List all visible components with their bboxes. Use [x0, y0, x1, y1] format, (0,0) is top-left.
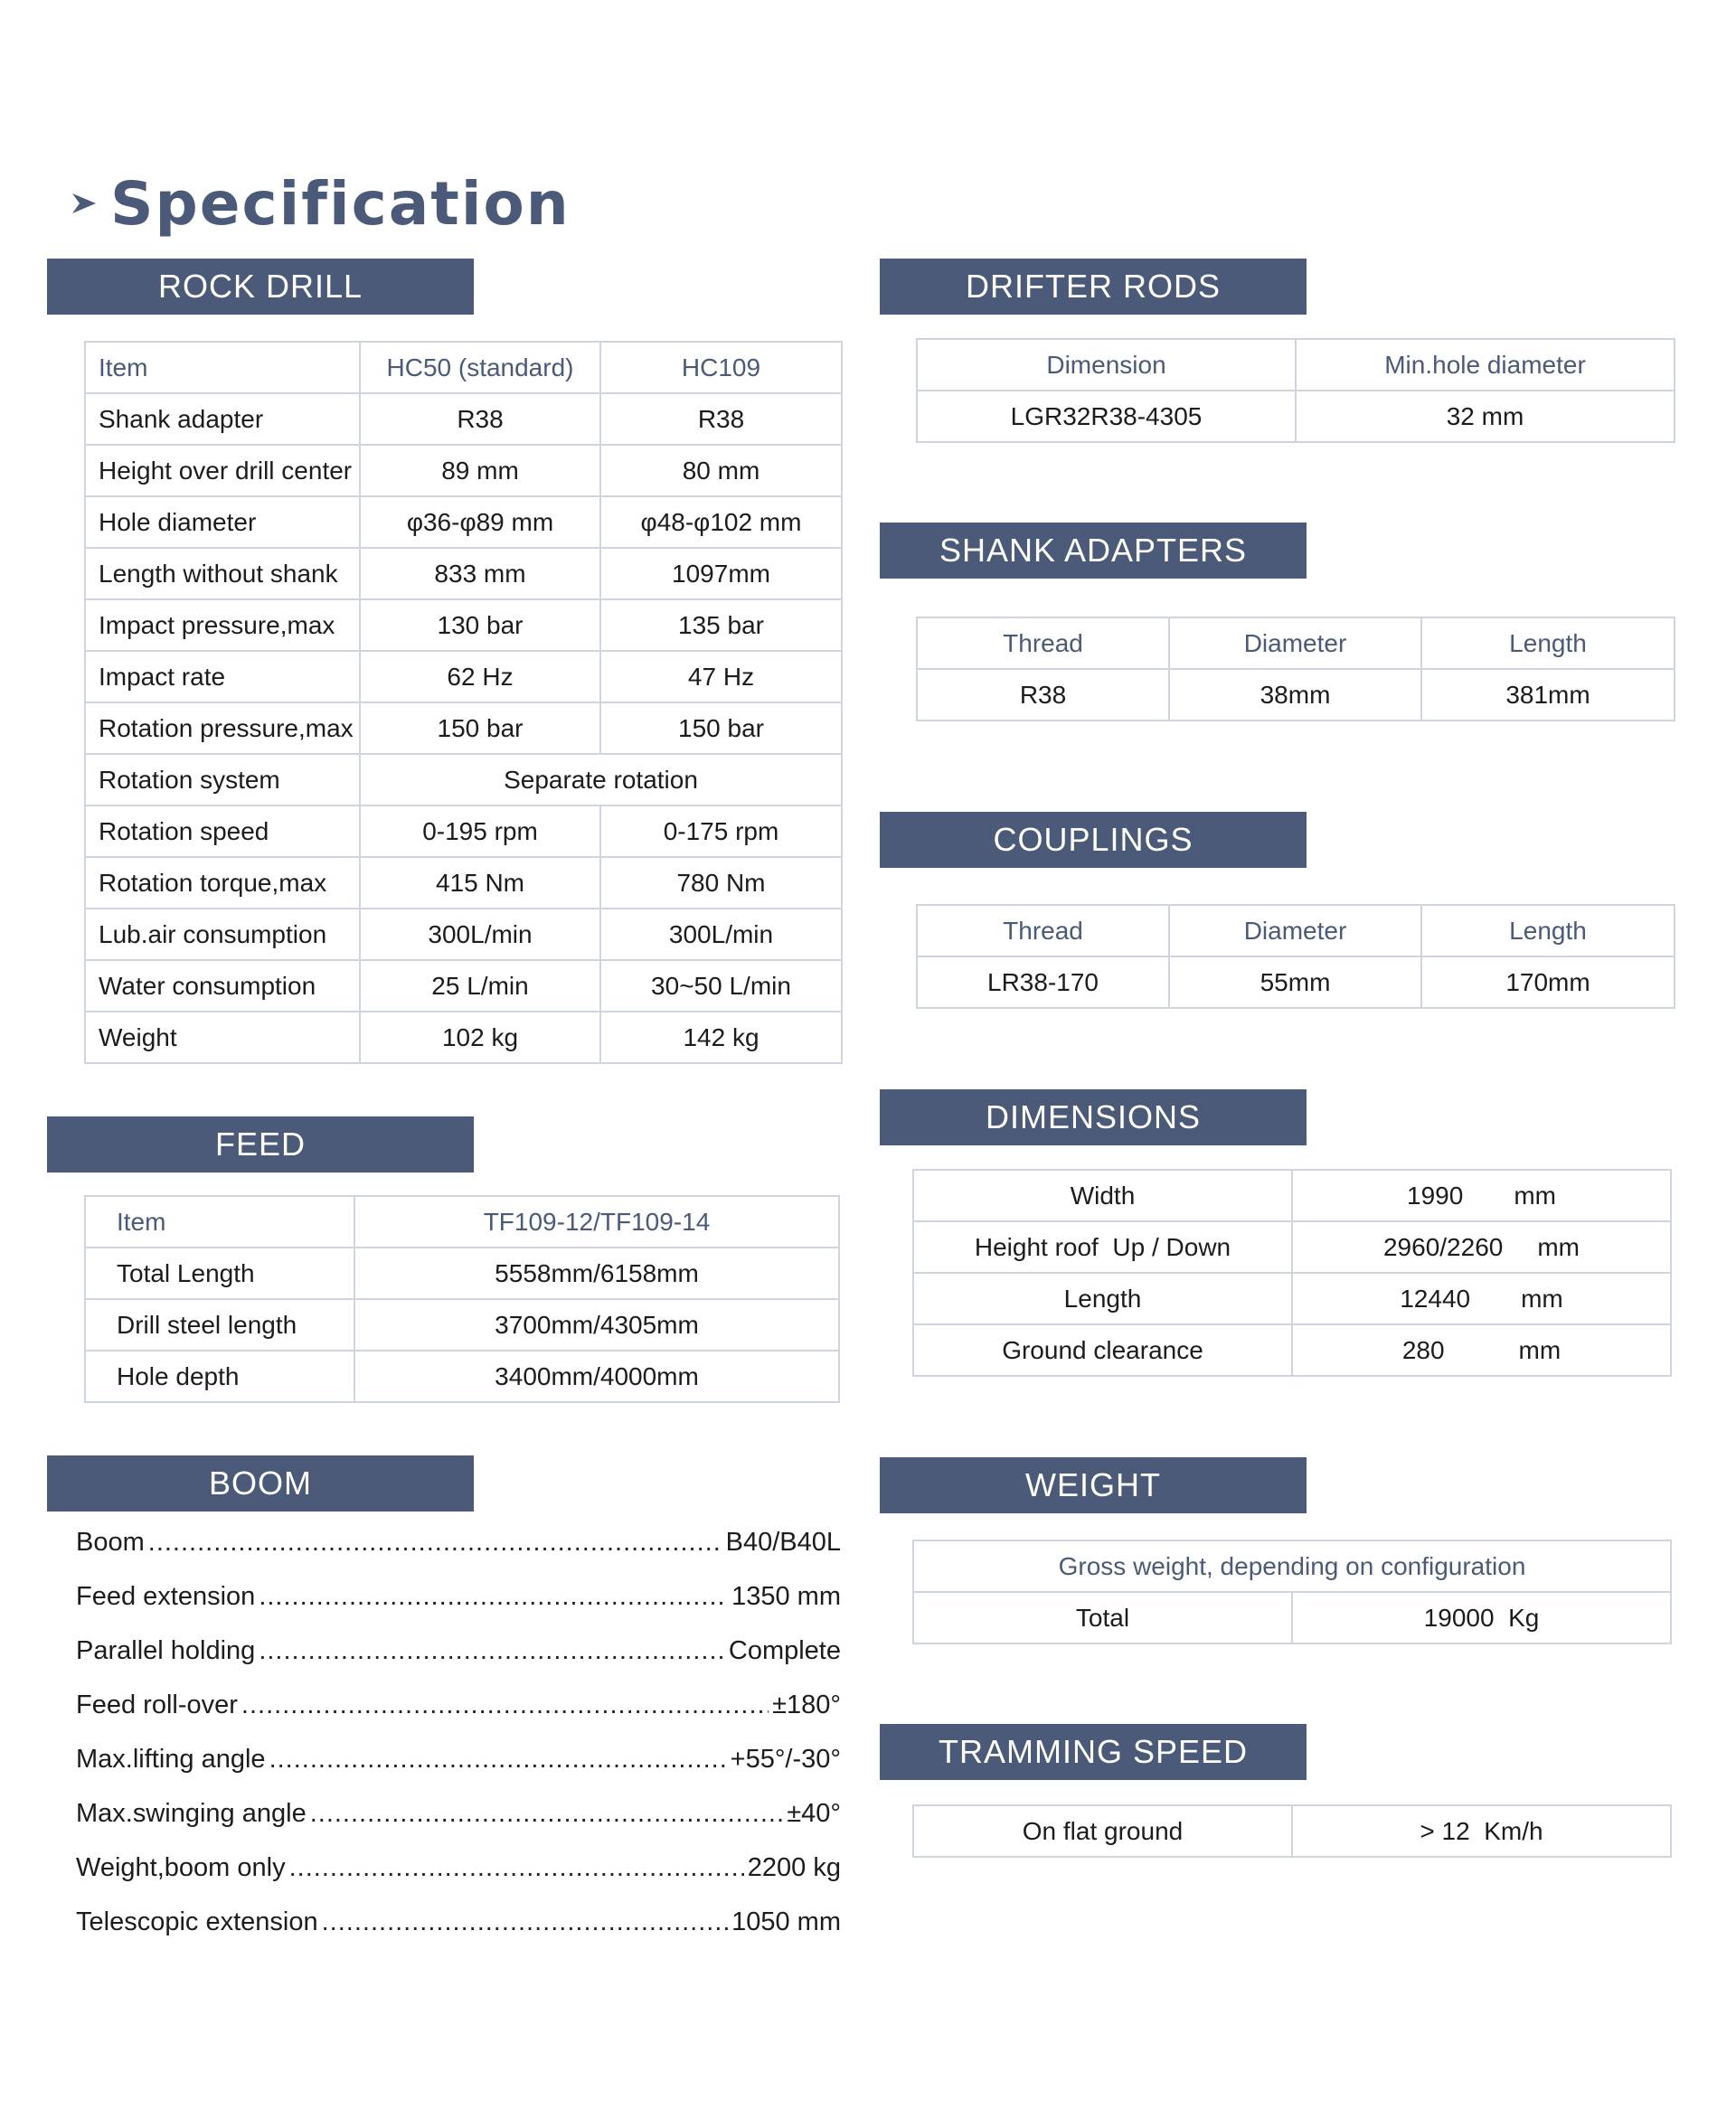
dot-leader: [259, 1582, 728, 1612]
table-row: [85, 754, 842, 805]
section-header-rock-drill: ROCK DRILL: [47, 259, 474, 315]
row-label: Water consumption: [85, 960, 360, 1012]
table-row: [85, 548, 842, 599]
row-label: Rotation speed: [85, 805, 360, 857]
header-cell: Item: [85, 1196, 354, 1248]
table-cell: 150 bar: [600, 702, 842, 754]
spec-label: Parallel holding: [76, 1636, 256, 1665]
row-label: Width: [913, 1170, 1292, 1221]
row-label: Length without shank: [85, 548, 360, 599]
table-row: [85, 1299, 839, 1351]
table-cell: φ48-φ102 mm: [600, 496, 842, 548]
table-row: [85, 1351, 839, 1402]
dimension-unit: mm: [1521, 1284, 1563, 1313]
table-cell: > 12 Km/h: [1292, 1805, 1671, 1857]
dimension-value: 2960/2260: [1382, 1232, 1504, 1261]
header-cell: Diameter: [1169, 905, 1421, 956]
table-cell: R38: [360, 393, 600, 445]
table-cell-merged: Separate rotation: [360, 754, 842, 805]
table-cell: 142 kg: [600, 1012, 842, 1063]
table-cell: 25 L/min: [360, 960, 600, 1012]
table-row: [913, 1324, 1671, 1376]
table-row: [85, 393, 842, 445]
row-label: Length: [913, 1273, 1292, 1324]
row-label: Rotation pressure,max: [85, 702, 360, 754]
header-cell: Length: [1421, 905, 1675, 956]
table-cell: 32 mm: [1296, 391, 1675, 442]
table-cell: 5558mm/6158mm: [354, 1248, 839, 1299]
table-cell: 381mm: [1421, 669, 1675, 720]
table-cell: LGR32R38-4305: [917, 391, 1296, 442]
row-label: Weight: [85, 1012, 360, 1063]
table-cell: 38mm: [1169, 669, 1421, 720]
header-cell: HC109: [600, 342, 842, 393]
table-cell: φ36-φ89 mm: [360, 496, 600, 548]
table-cell: 62 Hz: [360, 651, 600, 702]
table-row: [85, 445, 842, 496]
table-row: [85, 599, 842, 651]
header-cell: TF109-12/TF109-14: [354, 1196, 839, 1248]
row-label: Rotation system: [85, 754, 360, 805]
table-row: [85, 960, 842, 1012]
dimensions-table: [912, 1169, 1672, 1377]
spec-value: 2200 kg: [747, 1853, 841, 1882]
list-item: [76, 1907, 841, 1962]
dot-leader: [241, 1690, 769, 1720]
list-item: [76, 1690, 841, 1745]
spec-label: Weight,boom only: [76, 1853, 286, 1882]
row-label: Impact pressure,max: [85, 599, 360, 651]
header-cell: Min.hole diameter: [1296, 339, 1675, 391]
couplings-table: [916, 904, 1675, 1009]
shank-adapters-table: [916, 617, 1675, 721]
table-cell: 130 bar: [360, 599, 600, 651]
table-cell: [1292, 1170, 1671, 1221]
spec-value: +55°/-30°: [730, 1745, 841, 1774]
dimension-value: 280: [1401, 1335, 1445, 1364]
table-row: [85, 805, 842, 857]
table-row: [913, 1170, 1671, 1221]
section-header-tramming-speed: TRAMMING SPEED: [880, 1724, 1307, 1780]
spec-label: Feed extension: [76, 1582, 256, 1611]
row-label: Lub.air consumption: [85, 909, 360, 960]
table-row: [85, 651, 842, 702]
table-cell: 170mm: [1421, 956, 1675, 1008]
table-header-row: [85, 342, 842, 393]
table-header-row: [917, 339, 1675, 391]
header-cell: Gross weight, depending on configuration: [913, 1540, 1671, 1592]
section-header-couplings: COUPLINGS: [880, 812, 1307, 868]
row-label: On flat ground: [913, 1805, 1292, 1857]
header-cell: Item: [85, 342, 360, 393]
row-label: Hole depth: [85, 1351, 354, 1402]
table-cell: 833 mm: [360, 548, 600, 599]
header-cell: Thread: [917, 617, 1169, 669]
list-item: [76, 1853, 841, 1907]
table-row: [913, 1221, 1671, 1273]
section-header-feed: FEED: [47, 1116, 474, 1173]
table-row: [917, 669, 1675, 720]
section-header-shank-adapters: SHANK ADAPTERS: [880, 523, 1307, 579]
dot-leader: [148, 1528, 722, 1558]
dot-leader: [322, 1907, 729, 1937]
dot-leader: [310, 1799, 784, 1829]
table-cell: 300L/min: [360, 909, 600, 960]
table-row: [85, 1248, 839, 1299]
table-row: [85, 909, 842, 960]
table-cell: 102 kg: [360, 1012, 600, 1063]
weight-table: [912, 1540, 1672, 1644]
list-item: [76, 1745, 841, 1799]
table-cell: 19000 Kg: [1292, 1592, 1671, 1643]
table-row: [913, 1592, 1671, 1643]
table-cell: 55mm: [1169, 956, 1421, 1008]
header-cell: Dimension: [917, 339, 1296, 391]
table-cell: 3400mm/4000mm: [354, 1351, 839, 1402]
spec-label: Boom: [76, 1528, 145, 1557]
tramming-speed-table: [912, 1804, 1672, 1858]
spec-value: B40/B40L: [725, 1528, 841, 1557]
spec-value: 1350 mm: [731, 1582, 841, 1611]
list-item: [76, 1799, 841, 1853]
table-header-row: [913, 1540, 1671, 1592]
table-cell: 47 Hz: [600, 651, 842, 702]
page-title: Specification: [110, 168, 571, 239]
row-label: Height roof Up / Down: [913, 1221, 1292, 1273]
dot-leader: [269, 1745, 727, 1775]
table-cell: 0-195 rpm: [360, 805, 600, 857]
header-cell: HC50 (standard): [360, 342, 600, 393]
table-cell: 0-175 rpm: [600, 805, 842, 857]
row-label: Hole diameter: [85, 496, 360, 548]
table-row: [85, 1012, 842, 1063]
table-cell: R38: [917, 669, 1169, 720]
table-cell: 415 Nm: [360, 857, 600, 909]
section-header-dimensions: DIMENSIONS: [880, 1089, 1307, 1145]
spec-value: Complete: [728, 1636, 841, 1665]
dimension-value: 1990: [1407, 1181, 1464, 1210]
table-cell: [1292, 1324, 1671, 1376]
spec-value: 1050 mm: [731, 1907, 841, 1936]
header-cell: Length: [1421, 617, 1675, 669]
table-cell: 150 bar: [360, 702, 600, 754]
dimension-unit: mm: [1514, 1181, 1556, 1210]
row-label: Height over drill center: [85, 445, 360, 496]
spec-label: Max.lifting angle: [76, 1745, 266, 1774]
section-header-boom: BOOM: [47, 1455, 474, 1512]
table-cell: 80 mm: [600, 445, 842, 496]
dimension-value: 12440: [1400, 1284, 1471, 1313]
table-cell: 30~50 L/min: [600, 960, 842, 1012]
table-row: [913, 1805, 1671, 1857]
table-row: [917, 956, 1675, 1008]
row-label: Rotation torque,max: [85, 857, 360, 909]
feed-table: [84, 1195, 840, 1403]
list-item: [76, 1528, 841, 1582]
row-label: Total: [913, 1592, 1292, 1643]
dot-leader: [289, 1853, 744, 1883]
spec-label: Telescopic extension: [76, 1907, 318, 1936]
table-row: [85, 702, 842, 754]
table-cell: 780 Nm: [600, 857, 842, 909]
table-row: [913, 1273, 1671, 1324]
table-cell: 135 bar: [600, 599, 842, 651]
spec-value: ±40°: [787, 1799, 841, 1828]
spec-value: ±180°: [772, 1690, 841, 1719]
row-label: Ground clearance: [913, 1324, 1292, 1376]
page-title-group: [71, 163, 571, 244]
dimension-unit: mm: [1518, 1335, 1561, 1364]
table-header-row: [85, 1196, 839, 1248]
table-header-row: [917, 617, 1675, 669]
header-cell: Diameter: [1169, 617, 1421, 669]
spec-label: Feed roll-over: [76, 1690, 238, 1719]
table-cell: 3700mm/4305mm: [354, 1299, 839, 1351]
drifter-rods-table: [916, 338, 1675, 443]
dimension-unit: mm: [1537, 1232, 1580, 1261]
table-row: [917, 391, 1675, 442]
rock-drill-table: [84, 341, 843, 1064]
dot-leader: [259, 1636, 725, 1666]
table-cell: [1292, 1221, 1671, 1273]
spec-label: Max.swinging angle: [76, 1799, 307, 1828]
table-row: [85, 496, 842, 548]
table-header-row: [917, 905, 1675, 956]
table-cell: 1097mm: [600, 548, 842, 599]
row-label: Total Length: [85, 1248, 354, 1299]
row-label: Shank adapter: [85, 393, 360, 445]
section-header-drifter-rods: DRIFTER RODS: [880, 259, 1307, 315]
header-cell: Thread: [917, 905, 1169, 956]
table-cell: [1292, 1273, 1671, 1324]
row-label: Impact rate: [85, 651, 360, 702]
list-item: [76, 1582, 841, 1636]
row-label: Drill steel length: [85, 1299, 354, 1351]
boom-spec-list: [76, 1528, 841, 1962]
table-row: [85, 857, 842, 909]
chevron-right-icon: [71, 190, 98, 217]
table-cell: 89 mm: [360, 445, 600, 496]
table-cell: 300L/min: [600, 909, 842, 960]
table-cell: R38: [600, 393, 842, 445]
list-item: [76, 1636, 841, 1690]
section-header-weight: WEIGHT: [880, 1457, 1307, 1513]
table-cell: LR38-170: [917, 956, 1169, 1008]
